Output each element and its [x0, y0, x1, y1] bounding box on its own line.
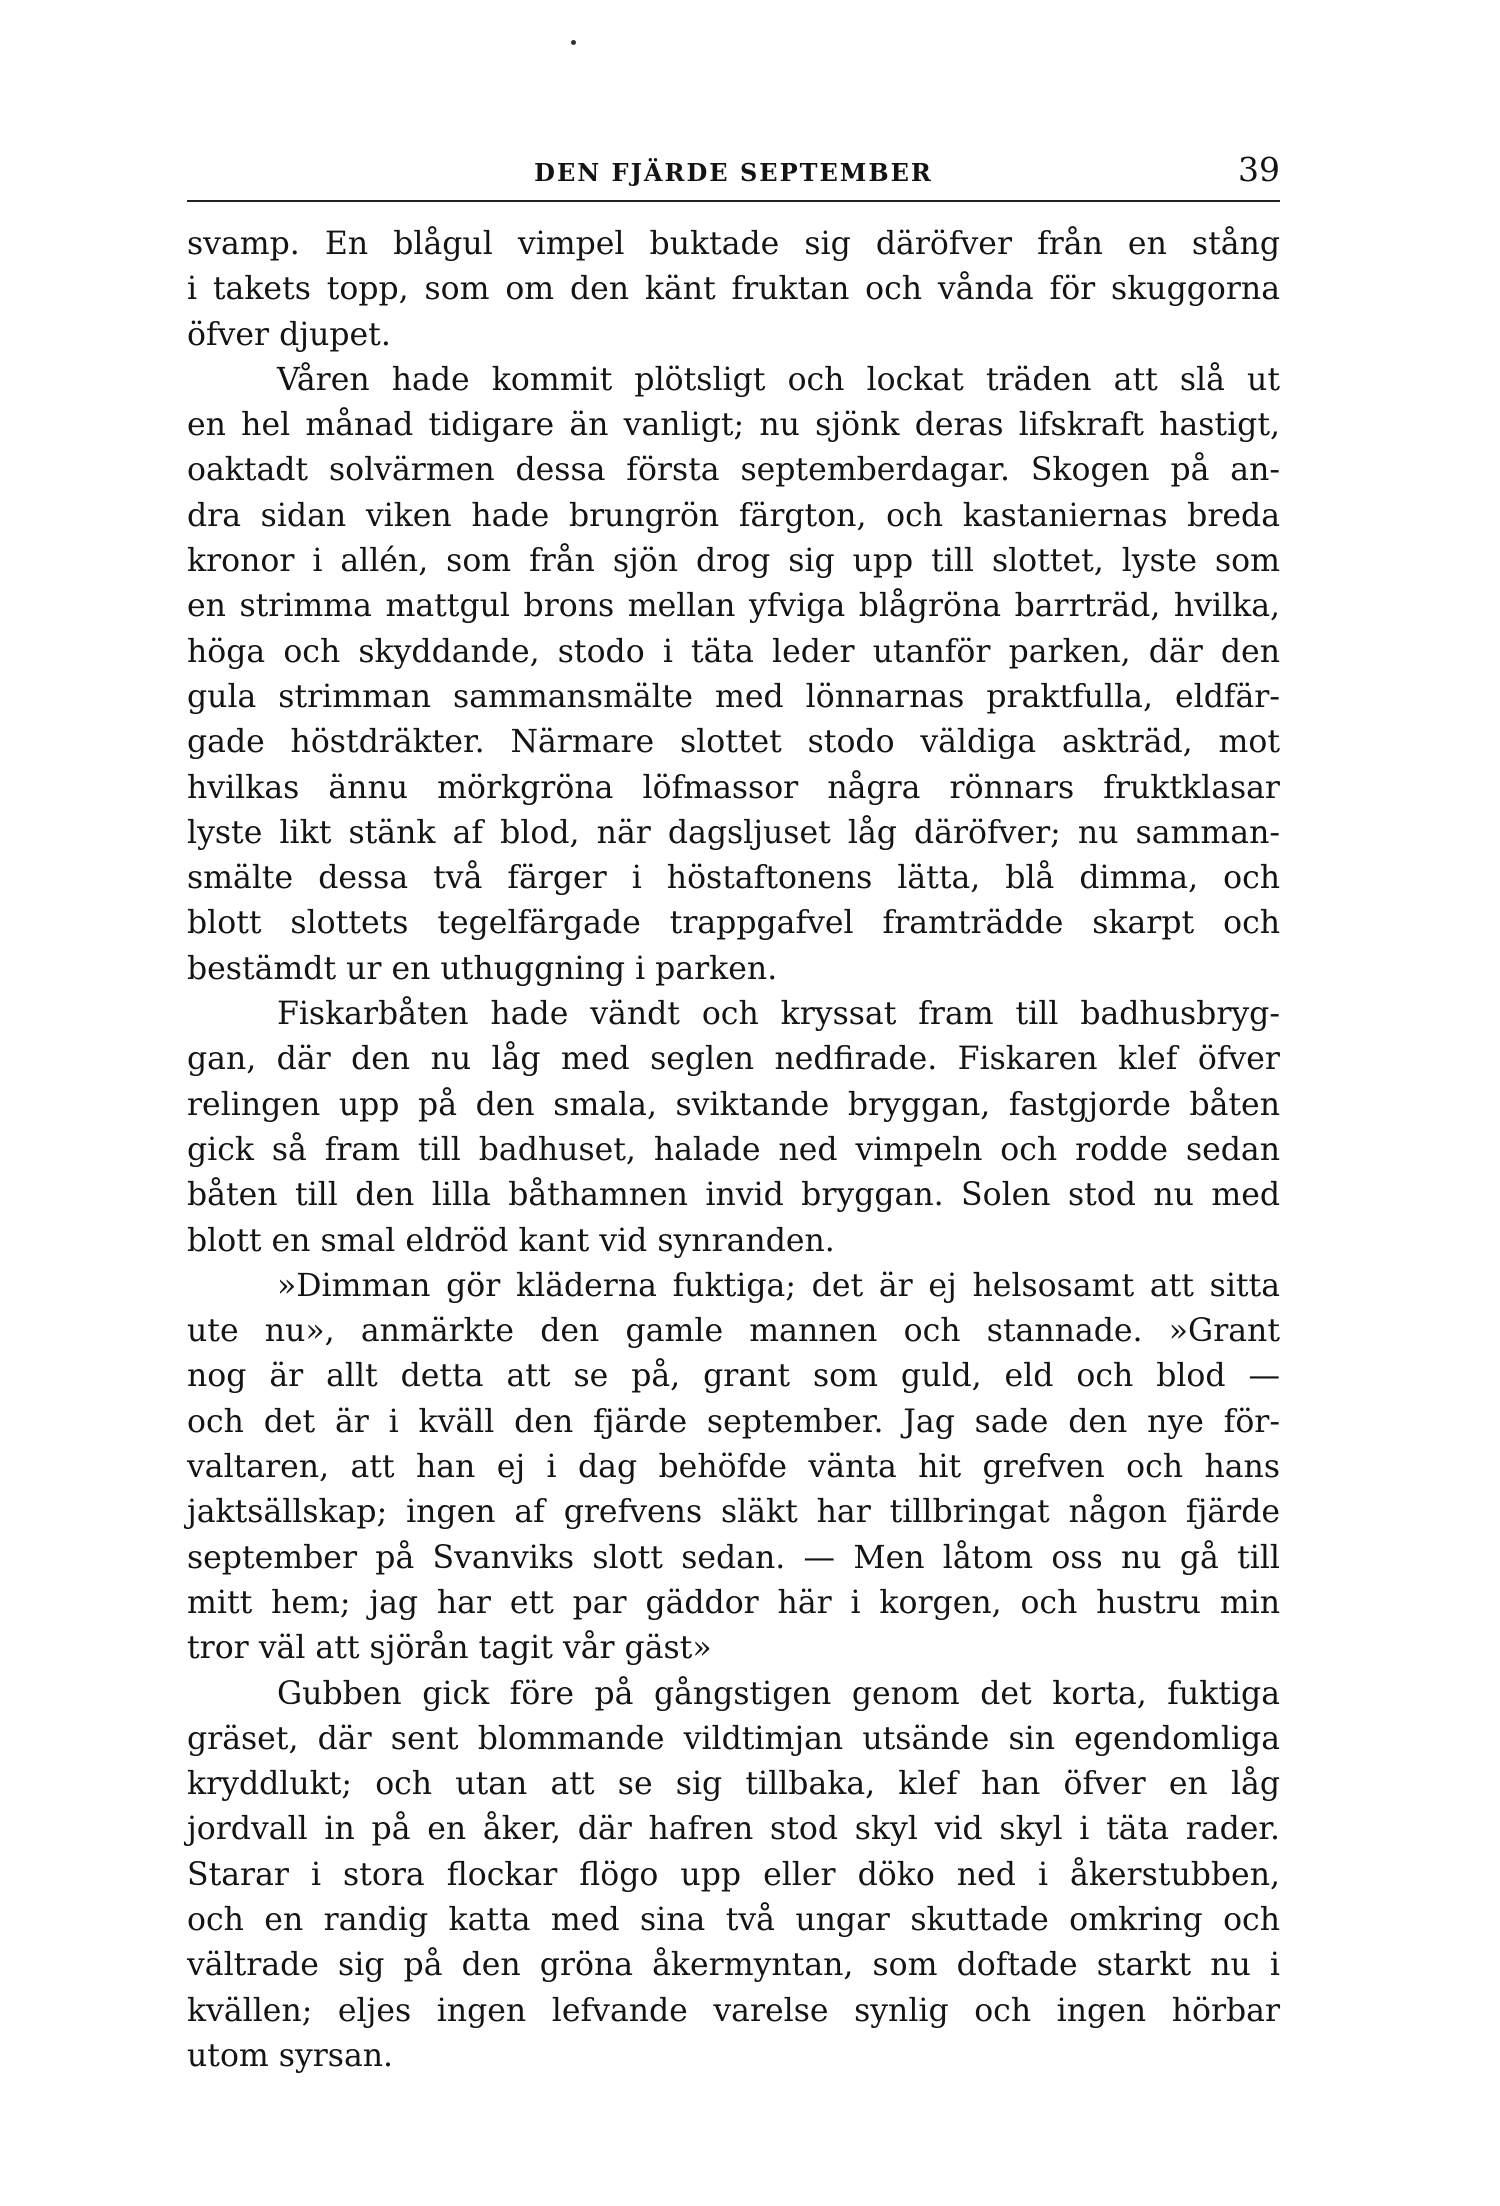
text-line: en hel månad tidigare än vanligt; nu sjönk deras lifskraft hastigt, [187, 407, 1280, 444]
text-line: i takets topp, som om den känt fruktan och vånda för skuggorna [187, 271, 1280, 308]
text-line: Våren hade kommit plötsligt och lockat träden att slå ut [277, 361, 1280, 398]
text-line: bestämdt ur en uthuggning i parken. [187, 950, 778, 987]
text-line: jordvall in på en åker, där hafren stod skyl vid skyl i täta rader. [187, 1811, 1280, 1848]
text-line: relingen upp på den smala, sviktande bryggan, fastgjorde båten [187, 1086, 1280, 1123]
book-page [187, 150, 1280, 2079]
body-text [187, 222, 1280, 2079]
text-line: lyste likt stänk af blod, när dagsljuset låg däröfver; nu samman- [187, 814, 1280, 851]
header-rule [187, 200, 1280, 202]
text-line: dra sidan viken hade brungrön färgton, och kastaniernas breda [187, 497, 1280, 534]
text-line: Fiskarbåten hade vändt och kryssat fram till badhusbryg- [277, 996, 1280, 1033]
text-line: svamp. En blågul vimpel buktade sig däröfver från en stång [187, 226, 1280, 262]
text-line: Gubben gick före på gångstigen genom det korta, fuktiga [277, 1675, 1280, 1712]
text-line: gula strimman sammansmälte med lönnarnas praktfulla, eldfär- [187, 678, 1280, 715]
text-line: båten till den lilla båthamnen invid bryggan. Solen stod nu med [187, 1177, 1280, 1214]
print-speck [571, 40, 576, 45]
text-line: gade höstdräkter. Närmare slottet stodo väldiga askträd, mot [187, 724, 1280, 761]
text-line: vältrade sig på den gröna åkermyntan, som doftade starkt nu i [187, 1947, 1280, 1984]
text-line: september på Svanviks slott sedan. — Men låtom oss nu gå till [187, 1539, 1280, 1576]
text-line: kvällen; eljes ingen lefvande varelse synlig och ingen hörbar [187, 1992, 1280, 2029]
text-line: ute nu», anmärkte den gamle mannen och stannade. »Grant [187, 1313, 1280, 1350]
text-line: tror väl att sjörån tagit vår gäst» [187, 1630, 712, 1667]
text-line: smälte dessa två färger i höstaftonens lätta, blå dimma, och [187, 860, 1280, 897]
text-line: höga och skyddande, stodo i täta leder utanför parken, där den [187, 633, 1280, 670]
text-line: mitt hem; jag har ett par gäddor här i korgen, och hustru min [187, 1584, 1280, 1621]
text-line: gräset, där sent blommande vildtimjan utsände sin egendomliga [187, 1720, 1280, 1757]
text-line: jaktsällskap; ingen af grefvens släkt har tillbringat någon fjärde [187, 1494, 1280, 1531]
text-line: blott slottets tegelfärgade trappgafvel framträdde skarpt och [187, 905, 1280, 942]
page-header [187, 150, 1280, 192]
text-line: öfver djupet. [187, 316, 391, 353]
text-line: oaktadt solvärmen dessa första septemberdagar. Skogen på an- [187, 452, 1280, 489]
text-line: »Dimman gör kläderna fuktiga; det är ej helsosamt att sitta [277, 1267, 1280, 1304]
text-line: utom syrsan. [187, 2037, 394, 2074]
text-line: och det är i kväll den fjärde september. Jag sade den nye för- [187, 1403, 1280, 1440]
text-line: en strimma mattgul brons mellan yfviga blågröna barrträd, hvilka, [187, 588, 1280, 625]
page-number: 39 [1238, 150, 1280, 189]
text-line: Starar i stora flockar flögo upp eller döko ned i åkerstubben, [187, 1856, 1280, 1893]
text-line: kronor i allén, som från sjön drog sig upp till slottet, lyste som [187, 543, 1280, 580]
text-line: gick så fram till badhuset, halade ned vimpeln och rodde sedan [187, 1131, 1280, 1168]
text-line: kryddlukt; och utan att se sig tillbaka, klef han öfver en låg [187, 1766, 1280, 1803]
text-line: gan, där den nu låg med seglen nedfirade. Fiskaren klef öfver [187, 1041, 1280, 1078]
text-line: hvilkas ännu mörkgröna löfmassor några rönnars fruktklasar [187, 769, 1280, 806]
text-line: blott en smal eldröd kant vid synranden. [187, 1222, 835, 1259]
text-line: nog är allt detta att se på, grant som guld, eld och blod — [187, 1358, 1280, 1395]
text-line: valtaren, att han ej i dag behöfde vänta hit grefven och hans [187, 1449, 1280, 1486]
text-line: och en randig katta med sina två ungar skuttade omkring och [187, 1901, 1280, 1938]
running-title: DEN FJÄRDE SEPTEMBER [534, 158, 933, 187]
